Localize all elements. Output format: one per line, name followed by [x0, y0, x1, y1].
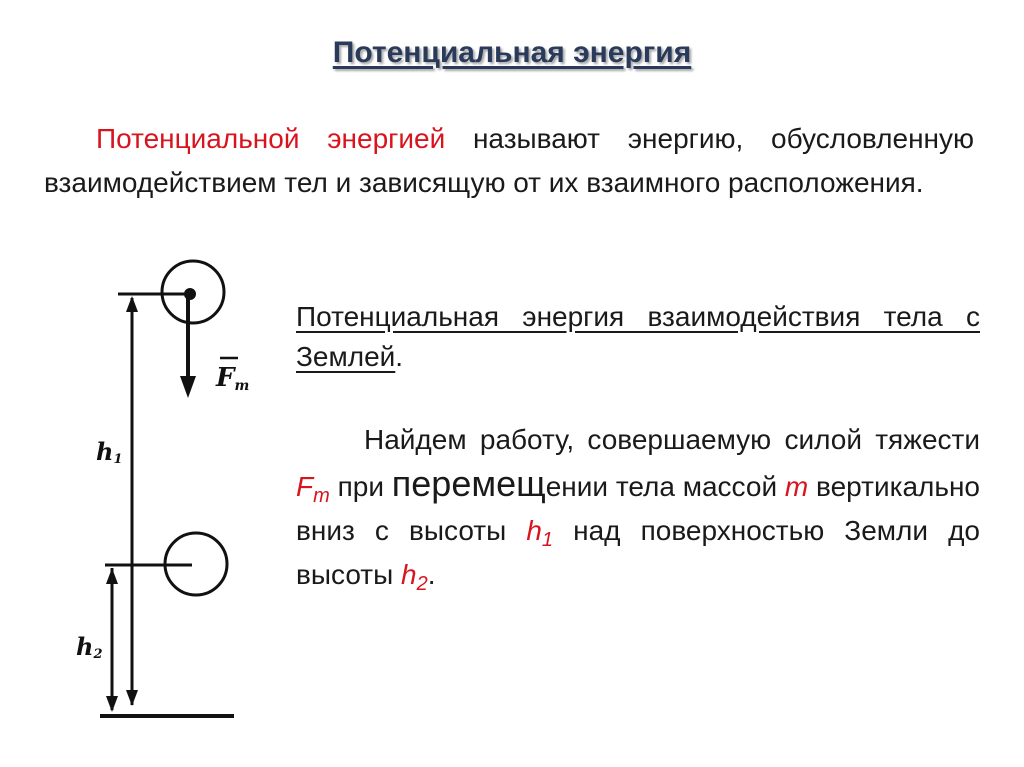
mass-symbol: m — [784, 471, 809, 502]
h1-label: h1 — [96, 437, 123, 467]
body-text-1: Найдем работу, совершаемую силой тяжести — [364, 424, 980, 455]
body-text-6: . — [427, 559, 436, 590]
h2-symbol: h — [401, 559, 417, 590]
body-text-3: ении тела массой — [545, 471, 785, 502]
h1-arrow-top — [126, 296, 138, 312]
definition-term-1: Потенциальной — [96, 123, 300, 154]
body-text-2: при — [329, 471, 392, 502]
section-subheading — [296, 297, 980, 377]
definition-paragraph — [44, 117, 974, 205]
h1-symbol: h — [526, 515, 542, 546]
h1-subscript: 1 — [541, 529, 554, 551]
subheading-text: Потенциальная энергия взаимодействия тела с Землей — [296, 301, 980, 372]
h2-label: h2 — [76, 632, 103, 662]
h2-arrow-bottom — [106, 696, 118, 712]
body-paragraph — [296, 418, 980, 597]
force-symbol: F — [296, 471, 314, 502]
emphasized-word: перемещ — [391, 463, 546, 504]
subheading-period: . — [395, 341, 404, 372]
height-diagram — [0, 250, 290, 730]
definition-text: называют энергию, обусловленную взаимодействием тел и зависящую от их взаимного расположения. — [44, 123, 974, 198]
h1-arrow-bottom — [126, 690, 138, 706]
definition-term-2: энергией — [327, 123, 446, 154]
force-label: Fт — [216, 363, 250, 394]
force-subscript: т — [313, 485, 330, 507]
body-text-4: вертикально вниз с высоты — [296, 471, 980, 546]
page-title: Потенциальная энергия — [332, 36, 692, 69]
h2-arrow-top — [106, 568, 118, 584]
h2-subscript: 2 — [416, 573, 428, 595]
body-text-5: над поверхностью Земли до высоты — [296, 515, 981, 590]
gravity-arrow-head — [180, 376, 196, 398]
